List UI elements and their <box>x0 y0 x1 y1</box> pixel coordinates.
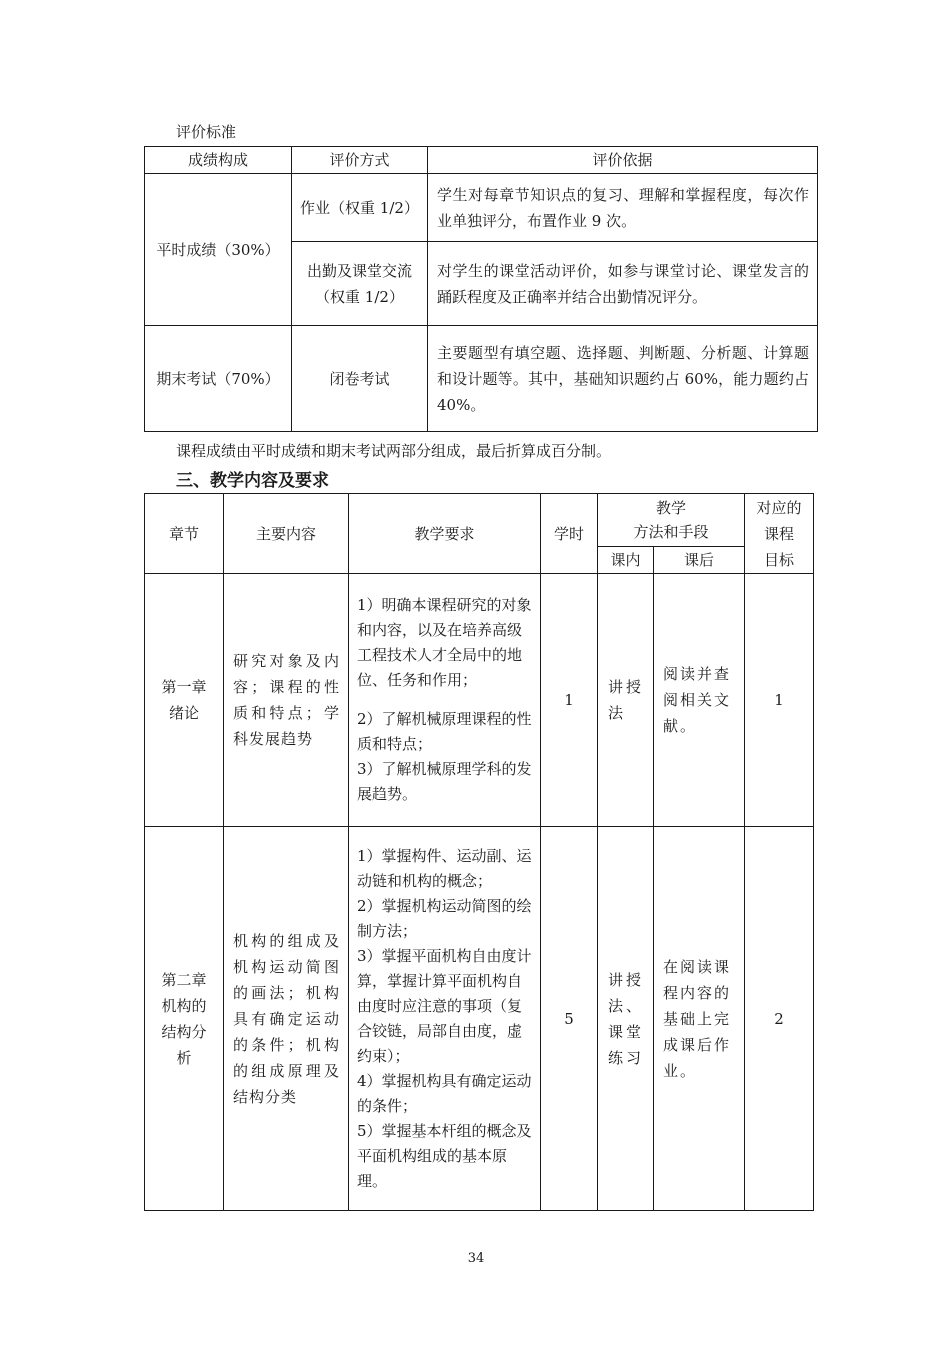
requirement-item: 3）了解机械原理学科的发展趋势。 <box>357 760 532 803</box>
table-header-row <box>145 494 814 547</box>
table-row <box>145 574 814 827</box>
requirement-item: 5）掌握基本杆组的概念及平面机构组成的基本原理。 <box>357 1121 532 1190</box>
table-header-row <box>145 147 818 174</box>
main-content-cell: 研究对象及内容；课程的性质和特点；学科发展趋势 <box>224 574 349 827</box>
header-teaching-method-line1: 教学 <box>656 499 687 517</box>
requirement-item: 3）掌握平面机构自由度计算，掌握计算平面机构自由度时应注意的事项（复合铰链，局部自由度，虚约束）； <box>357 946 532 1065</box>
page-number: 34 <box>467 1251 485 1266</box>
eval-standard-label: 评价标准 <box>176 123 237 141</box>
table-row <box>145 827 814 1211</box>
requirements-cell <box>349 827 541 1211</box>
attendance-method-line2: （权重 1/2） <box>315 287 404 306</box>
after-class-method-cell: 阅读并查阅相关文献。 <box>654 574 745 827</box>
header-eval-method: 评价方式 <box>292 147 428 174</box>
header-teaching-method-line2: 方法和手段 <box>633 523 709 541</box>
requirement-item: 2）掌握机构运动简图的绘制方法； <box>357 896 532 940</box>
grade-note: 课程成绩由平时成绩和期末考试两部分组成，最后折算成百分制。 <box>176 442 612 460</box>
in-class-method-cell: 讲授法 <box>598 574 654 827</box>
section-title: 三、教学内容及要求 <box>176 471 329 491</box>
target-cell: 2 <box>745 827 814 1211</box>
header-in-class: 课内 <box>598 547 654 574</box>
chapter-line: 机构的 <box>161 996 207 1015</box>
requirement-item: 1）明确本课程研究的对象和内容，以及在培养高级工程技术人才全局中的地位、任务和作用； <box>357 596 532 689</box>
requirement-item: 4）掌握机构具有确定运动的条件； <box>357 1071 532 1115</box>
table-row <box>145 174 818 242</box>
header-eval-basis: 评价依据 <box>428 147 818 174</box>
chapter-line: 第一章 <box>161 678 207 696</box>
chapter-line: 绪论 <box>168 704 199 722</box>
in-class-method-cell: 讲授法、课堂练习 <box>598 827 654 1211</box>
header-after-class: 课后 <box>654 547 745 574</box>
hours-cell: 5 <box>541 827 598 1211</box>
evaluation-table <box>144 146 818 432</box>
after-class-method-cell: 在阅读课程内容的基础上完成课后作业。 <box>654 827 745 1211</box>
chapter-line: 析 <box>176 1048 192 1067</box>
main-content-cell: 机构的组成及机构运动简图的画法；机构具有确定运动的条件；机构的组成原理及结构分类 <box>224 827 349 1211</box>
chapter-cell <box>145 827 224 1211</box>
table-row <box>145 326 818 432</box>
header-target-line1: 对应的 <box>756 498 802 517</box>
final-exam-label: 期末考试（70%） <box>145 326 292 432</box>
header-grade-composition: 成绩构成 <box>145 147 292 174</box>
chapter-cell <box>145 574 224 827</box>
header-main-content: 主要内容 <box>224 494 349 574</box>
target-cell: 1 <box>745 574 814 827</box>
homework-basis: 学生对每章节知识点的复习、理解和掌握程度，每次作业单独评分，布置作业 9 次。 <box>428 174 818 242</box>
final-exam-method: 闭卷考试 <box>292 326 428 432</box>
header-teaching-method <box>598 494 745 547</box>
homework-method: 作业（权重 1/2） <box>292 174 428 242</box>
requirement-item: 2）了解机械原理课程的性质和特点； <box>357 710 532 753</box>
header-requirements: 教学要求 <box>349 494 541 574</box>
chapter-line: 结构分 <box>161 1022 207 1041</box>
header-chapter: 章节 <box>145 494 224 574</box>
requirement-item: 1）掌握构件、运动副、运动链和机构的概念； <box>357 846 532 890</box>
regular-grade-label: 平时成绩（30%） <box>145 174 292 326</box>
hours-cell: 1 <box>541 574 598 827</box>
teaching-content-table <box>144 493 814 1211</box>
attendance-basis: 对学生的课堂活动评价，如参与课堂讨论、课堂发言的踊跃程度及正确率并结合出勤情况评分。 <box>428 242 818 326</box>
requirements-cell <box>349 574 541 827</box>
header-target-line3: 目标 <box>764 550 795 569</box>
final-exam-basis: 主要题型有填空题、选择题、判断题、分析题、计算题和设计题等。其中，基础知识题约占 60%，能力题约占 40%。 <box>428 326 818 432</box>
header-course-target <box>745 494 814 574</box>
chapter-line: 第二章 <box>161 970 207 989</box>
attendance-method-line1: 出勤及课堂交流 <box>306 261 412 280</box>
attendance-method <box>292 242 428 326</box>
header-target-line2: 课程 <box>764 524 795 543</box>
header-hours: 学时 <box>541 494 598 574</box>
